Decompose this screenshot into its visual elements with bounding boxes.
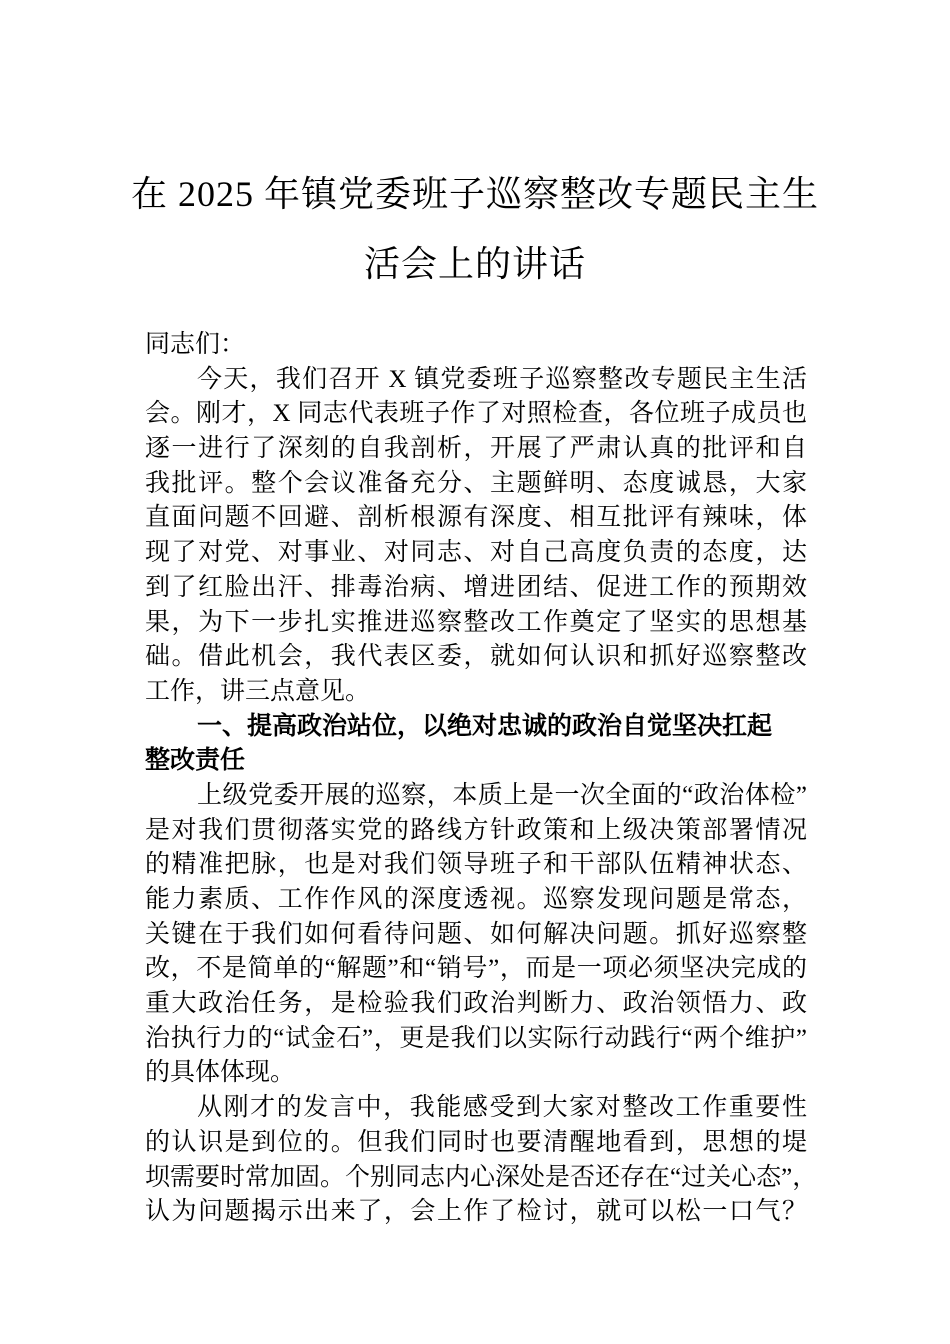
text-line: 从刚才的发言中，我能感受到大家对整改工作重要性 [197,1094,807,1122]
text-line: 今天，我们召开 X 镇党委班子巡察整改专题民主生活 [197,365,807,393]
section-heading: 整改责任 [145,747,246,775]
text-line: 上级党委开展的巡察，本质上是一次全面的“政治体检” [197,781,807,809]
salutation: 同志们： [145,331,246,358]
text-line: 果，为下一步扎实推进巡察整改工作奠定了坚实的思想基 [145,608,807,636]
text-line: 的认识是到位的。但我们同时也要清醒地看到，思想的堤 [145,1128,807,1156]
document-title-line-2: 活会上的讲话 [363,244,586,284]
text-line: 现了对党、对事业、对同志、对自己高度负责的态度，达 [145,539,807,567]
text-line: 逐一进行了深刻的自我剖析，开展了严肃认真的批评和自 [145,435,807,463]
text-line: 重大政治任务，是检验我们政治判断力、政治领悟力、政 [145,990,807,1018]
document-title-line-1: 在 2025 年镇党委班子巡察整改专题民主生 [130,174,819,214]
text-line: 的精准把脉，也是对我们领导班子和干部队伍精神状态、 [145,851,807,879]
text-line: 础。借此机会，我代表区委，就如何认识和抓好巡察整改 [145,643,807,671]
section-heading: 一、提高政治站位，以绝对忠诚的政治自觉坚决扛起 [197,712,773,740]
text-line: 能力素质、工作作风的深度透视。巡察发现问题是常态， [145,886,807,913]
text-line: 坝需要时常加固。个别同志内心深处是否还存在“过关心态”， [145,1163,818,1191]
text-line: 我批评。整个会议准备充分、主题鲜明、态度诚恳，大家 [145,469,807,497]
text-line: 工作，讲三点意见。 [145,677,371,705]
text-line: 是对我们贯彻落实党的路线方针政策和上级决策部署情况 [145,816,807,844]
text-line: 关键在于我们如何看待问题、如何解决问题。抓好巡察整 [145,920,807,948]
text-line: 认为问题揭示出来了，会上作了检讨，就可以松一口气？ [145,1198,807,1226]
text-line: 到了红脸出汗、排毒治病、增进团结、促进工作的预期效 [145,573,807,601]
text-line: 的具体体现。 [145,1059,296,1087]
text-line: 改，不是简单的“解题”和“销号”，而是一项必须坚决完成的 [145,955,807,983]
document-body [145,328,818,1230]
text-line: 治执行力的“试金石”，更是我们以实际行动践行“两个维护” [145,1024,807,1052]
text-line: 会。刚才，X 同志代表班子作了对照检查，各位班子成员也 [145,400,807,428]
text-line: 直面问题不回避、剖析根源有深度、相互批评有辣味，体 [145,504,807,532]
